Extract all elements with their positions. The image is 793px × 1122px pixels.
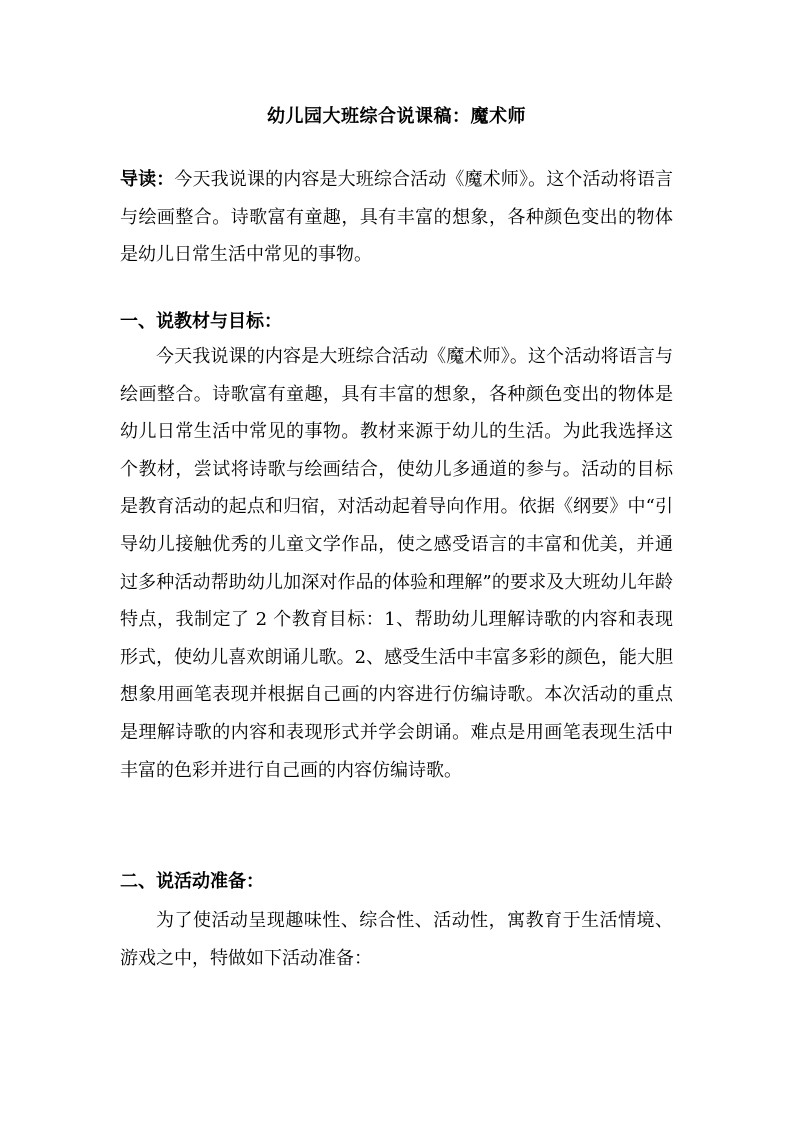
intro-lead-label: 导读： xyxy=(120,169,175,190)
section-heading-activity-preparation: 二、说活动准备： xyxy=(120,871,264,892)
document-title: 幼儿园大班综合说课稿：魔术师 xyxy=(267,106,526,127)
section-body-teaching-material: 今天我说课的内容是大班综合活动《魔术师》。这个活动将语言与绘画整合。诗歌富有童趣，具有丰富的想象，各种颜色变出的物体是幼儿日常生活中常见的事物。教材来源于幼儿的生活。为此我选择这个教材，尝试将诗歌与绘画结合，使幼儿多通道的参与。活动的目标是教育活动的起点和归宿，对活动起着导向作用。依据《纲要》中“引导幼儿接触优秀的儿童文学作品，使之感受语言的丰富和优美，并通过多种活动帮助幼儿加深对作品的体验和理解”的要求及大班幼儿年龄特点，我制定了 2 个教育目标：1、帮助幼儿理解诗歌的内容和表现形式，使幼儿喜欢朗诵儿歌。2、感受生活中丰富多彩的颜色，能大胆想象用画笔表现并根据自己画的内容进行仿编诗歌。本次活动的重点是理解诗歌的内容和表现形式并学会朗诵。难点是用画笔表现生活中丰富的色彩并进行自己画的内容仿编诗歌。 xyxy=(120,346,673,781)
intro-paragraph xyxy=(120,161,673,274)
section-body-activity-preparation: 为了使活动呈现趣味性、综合性、活动性，寓教育于生活情境、游戏之中，特做如下活动准备： xyxy=(120,910,673,969)
section-heading-teaching-material: 一、说教材与目标： xyxy=(120,311,282,332)
intro-text: 今天我说课的内容是大班综合活动《魔术师》。这个活动将语言与绘画整合。诗歌富有童趣，具有丰富的想象，各种颜色变出的物体是幼儿日常生活中常见的事物。 xyxy=(120,169,674,266)
